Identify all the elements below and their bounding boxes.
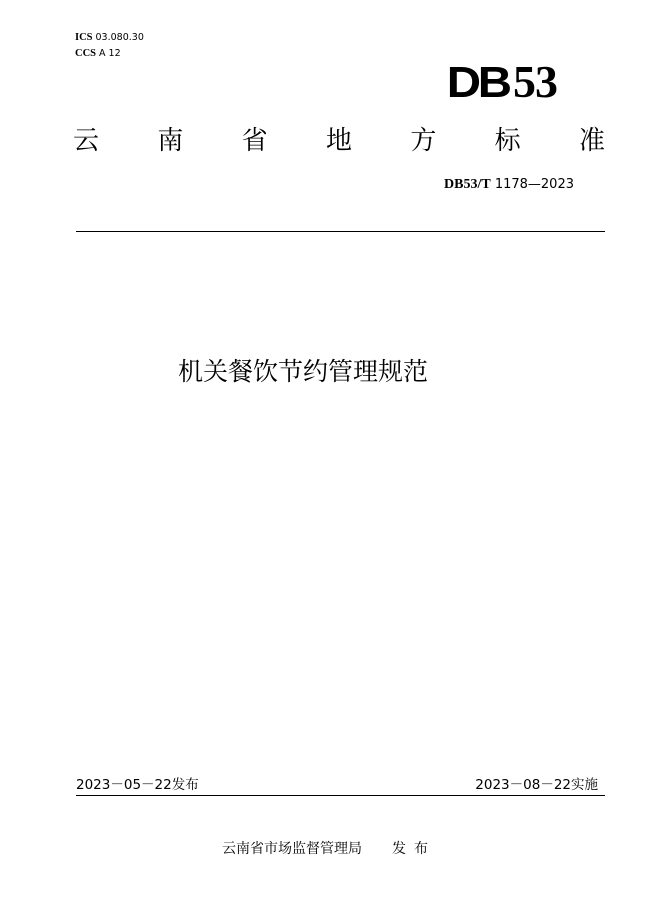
standard-number: [444, 176, 574, 194]
issue-date: 2023－05－22发布: [76, 777, 199, 793]
header-divider: [76, 231, 605, 232]
publisher-line: [222, 840, 436, 858]
standard-number-prefix: DB53/T: [444, 177, 491, 192]
title-char: 南: [157, 126, 184, 156]
logo-number: 53: [513, 56, 557, 107]
title-char: 准: [578, 126, 605, 156]
publisher-action: 发布: [392, 841, 436, 857]
title-char: 云: [73, 126, 100, 156]
ics-value: 03.080.30: [95, 32, 144, 43]
publisher-name: 云南省市场监督管理局: [222, 841, 362, 857]
standard-number-suffix: 1178—2023: [494, 177, 574, 192]
ccs-line: [75, 48, 121, 60]
logo-prefix: DB: [447, 58, 510, 107]
title-char: 地: [325, 126, 352, 156]
implement-date: 2023－08－22实施: [475, 777, 598, 793]
document-title: 机关餐饮节约管理规范: [178, 357, 429, 386]
ics-label: ICS: [75, 32, 93, 43]
ccs-value: A 12: [99, 48, 121, 59]
footer-divider: [76, 795, 605, 796]
db-logo: [449, 58, 557, 107]
title-char: 省: [241, 126, 268, 156]
title-char: 标: [494, 126, 521, 156]
ics-line: [75, 32, 144, 44]
standard-category-title: [73, 124, 605, 158]
title-char: 方: [410, 126, 437, 156]
ccs-label: CCS: [75, 48, 97, 59]
